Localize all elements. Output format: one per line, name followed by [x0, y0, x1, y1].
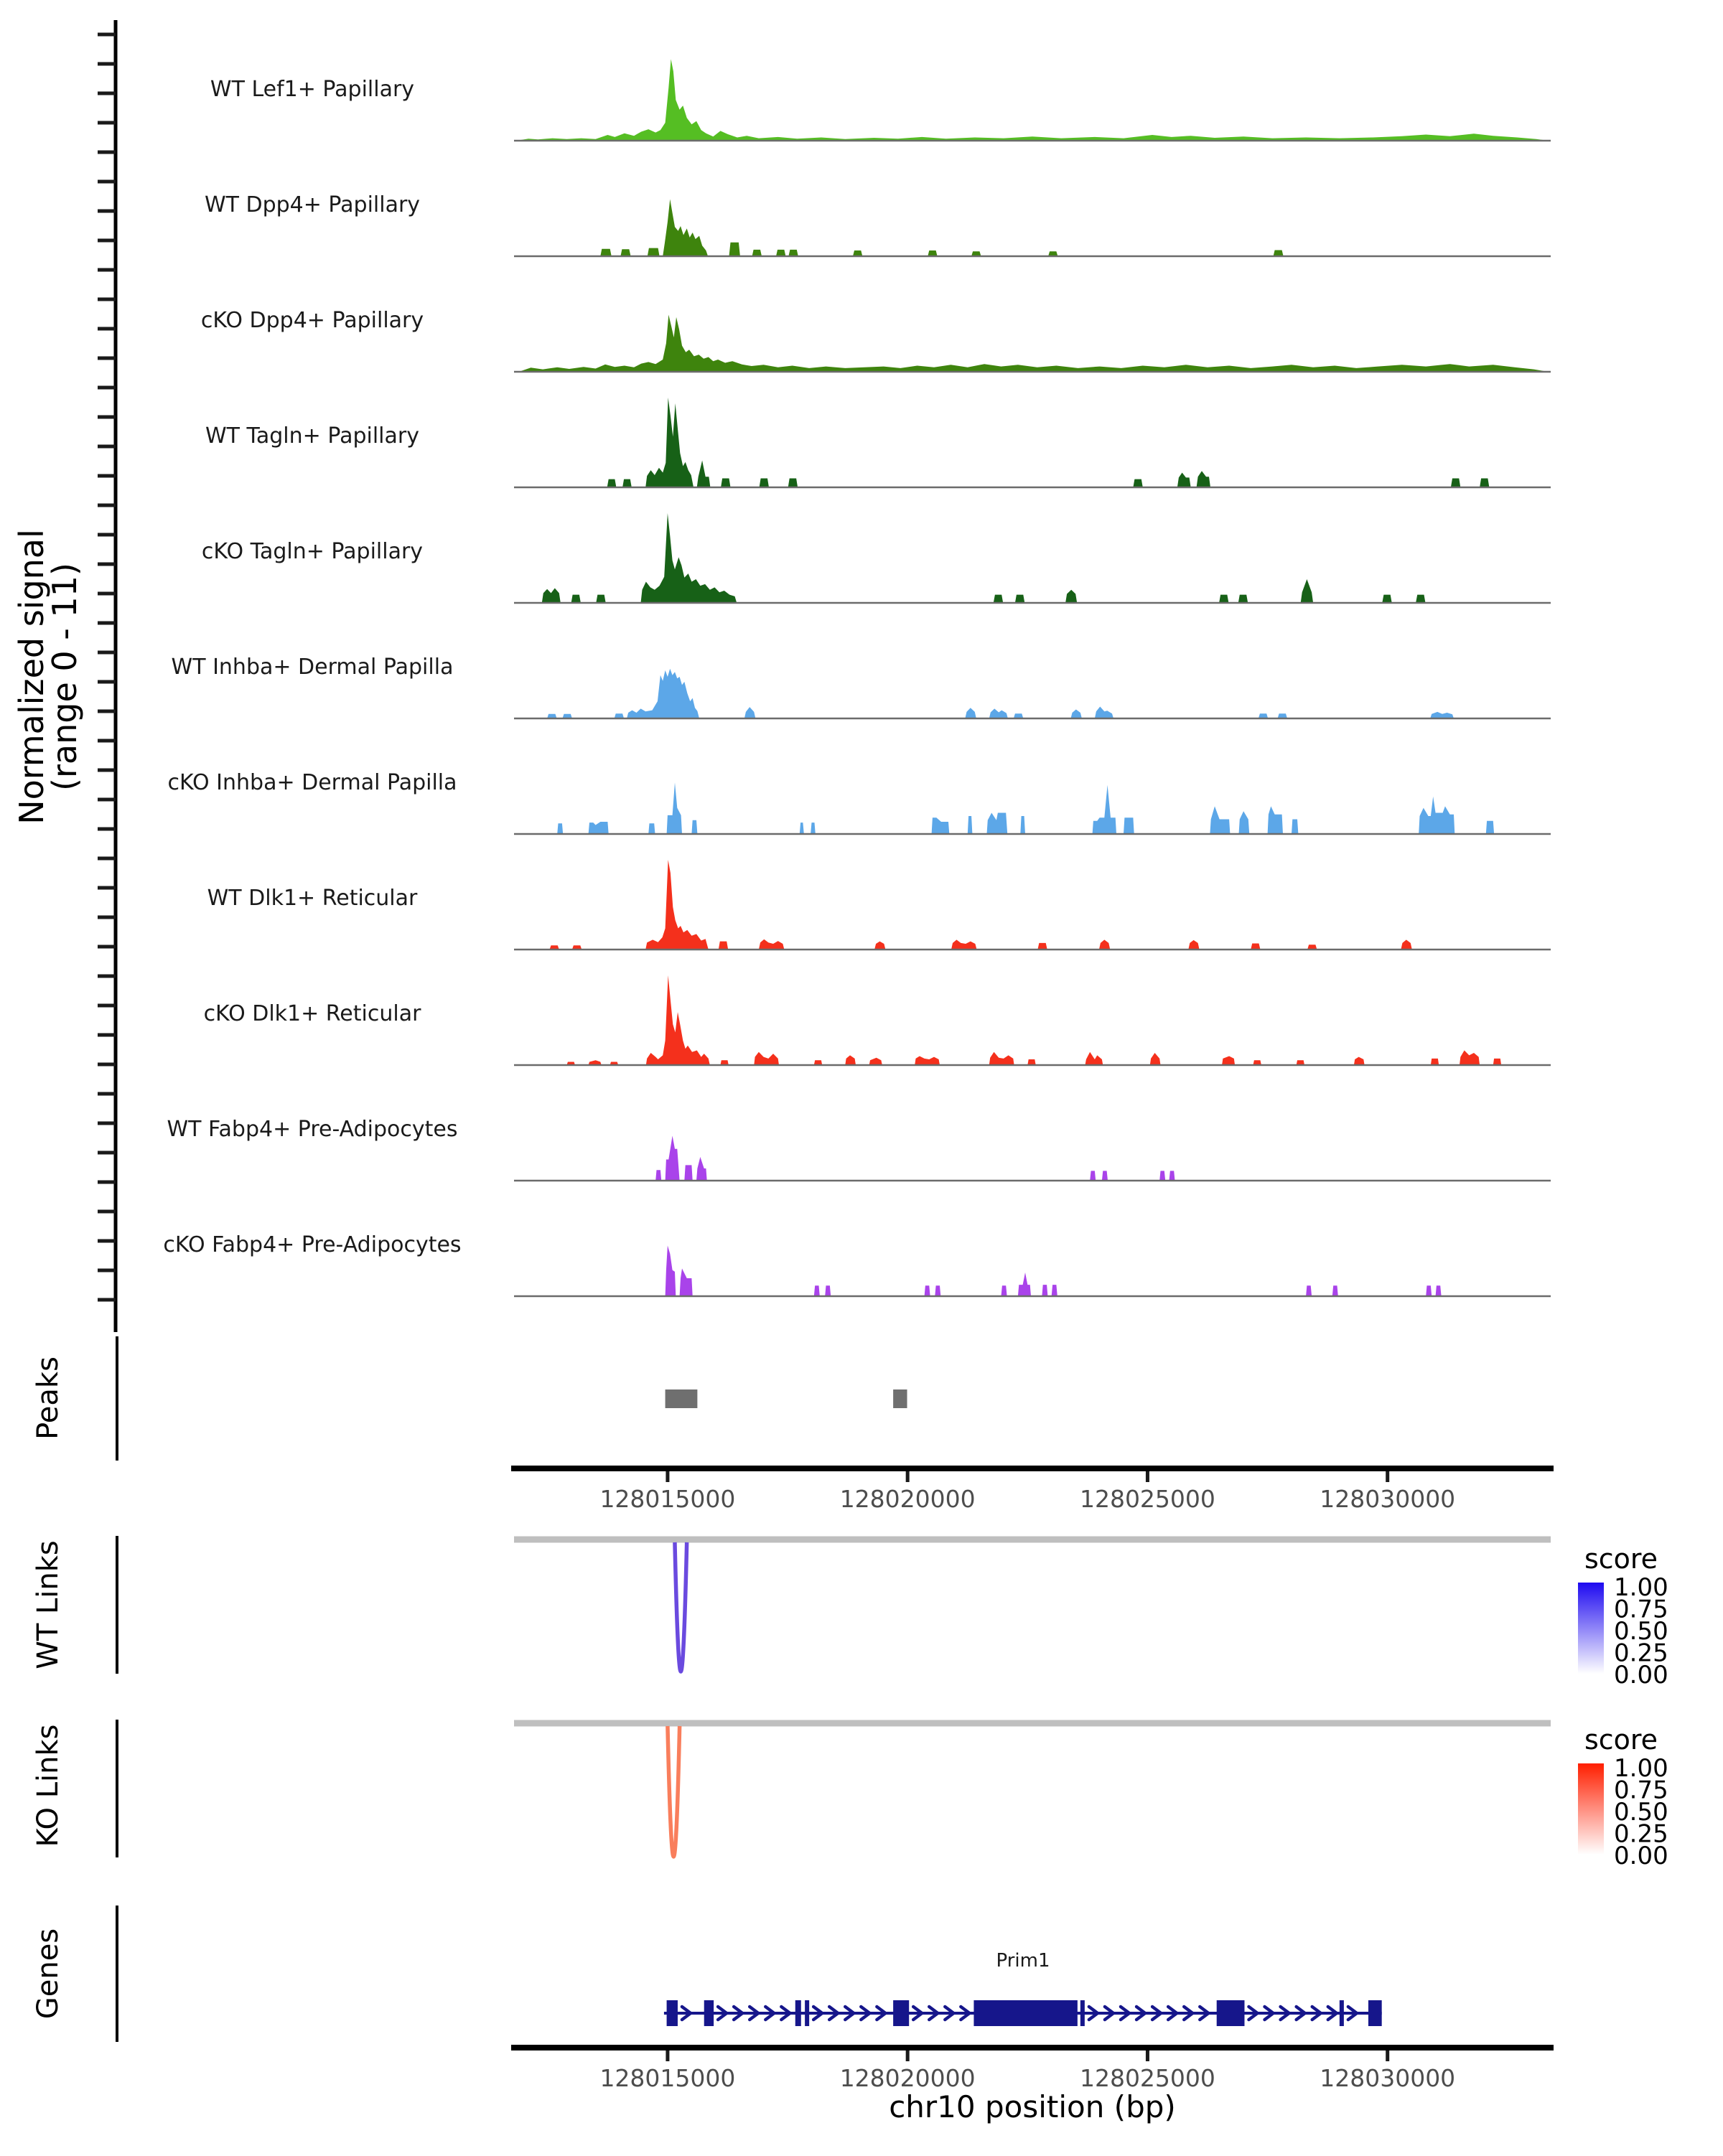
- x-axis-tick-label: 128025000: [1079, 2064, 1215, 2092]
- track-label: WT Inhba+ Dermal Papilla: [171, 655, 454, 680]
- x-axis-tick-label: 128015000: [599, 1485, 736, 1513]
- track-label: WT Lef1+ Papillary: [210, 77, 415, 102]
- x-axis-tick-label: 128030000: [1320, 1485, 1456, 1513]
- x-axis-tick: [1386, 1471, 1389, 1482]
- x-axis-line: [511, 1466, 1554, 1471]
- track-label: WT Dlk1+ Reticular: [207, 886, 418, 911]
- signal-area-track-1: [600, 200, 1283, 257]
- score-legend-tick-label: 0.00: [1614, 1661, 1668, 1689]
- track-label: WT Fabp4+ Pre-Adipocytes: [167, 1117, 458, 1142]
- signal-area-track-2: [519, 315, 1549, 372]
- track-label: cKO Dlk1+ Reticular: [203, 1001, 421, 1026]
- peak-interval-box: [893, 1389, 907, 1408]
- score-legend-tick-label: 0.50: [1614, 1798, 1668, 1827]
- x-axis-title: chr10 position (bp): [889, 2089, 1176, 2124]
- x-axis-tick: [1146, 2050, 1149, 2061]
- signal-area-track-7: [550, 860, 1412, 950]
- signal-area-track-4: [542, 513, 1426, 603]
- link-arc: [675, 1542, 687, 1672]
- x-axis-tick-label: 128025000: [1079, 1485, 1215, 1513]
- gene-name-label: Prim1: [996, 1950, 1050, 1972]
- ko-links-score-legend-title: score: [1584, 1724, 1658, 1756]
- gene-exon-box: [973, 2000, 1077, 2026]
- gene-exon-box: [795, 2000, 801, 2026]
- x-axis-tick: [1386, 2050, 1389, 2061]
- signal-area-track-9: [655, 1136, 1175, 1181]
- score-legend-tick-label: 0.50: [1614, 1617, 1668, 1646]
- x-axis-tick-label: 128030000: [1320, 2064, 1456, 2092]
- signal-area-track-5: [547, 669, 1454, 718]
- score-legend-tick-label: 1.00: [1614, 1573, 1668, 1602]
- gene-exon-box: [1217, 2000, 1245, 2026]
- score-legend-gradient-bar: [1578, 1763, 1604, 1855]
- ko-links-panel-label: KO Links: [32, 1724, 65, 1847]
- x-axis-tick-label: 128020000: [839, 1485, 976, 1513]
- genes-panel-label: Genes: [32, 1928, 65, 2020]
- score-legend-tick-label: 0.75: [1614, 1595, 1668, 1624]
- x-axis-tick-label: 128015000: [599, 2064, 736, 2092]
- track-label: cKO Tagln+ Papillary: [201, 539, 424, 564]
- gene-exon-box: [893, 2000, 909, 2026]
- link-arc: [668, 1726, 680, 1857]
- y-axis-label-line2: (range 0 - 11): [45, 563, 84, 791]
- x-axis-line: [511, 2045, 1554, 2050]
- score-legend-tick-label: 0.25: [1614, 1639, 1668, 1668]
- signal-area-track-10: [666, 1246, 1442, 1297]
- score-legend-tick-label: 0.00: [1614, 1842, 1668, 1870]
- plot-dynamic-layer: [98, 20, 1668, 2092]
- x-axis-tick: [666, 1471, 669, 1482]
- gene-exon-box: [805, 2000, 809, 2026]
- x-axis-tick: [906, 2050, 910, 2061]
- x-axis-tick: [666, 2050, 669, 2061]
- track-label: cKO Fabp4+ Pre-Adipocytes: [163, 1232, 462, 1257]
- signal-area-track-8: [567, 975, 1502, 1065]
- peaks-panel-label: Peaks: [32, 1356, 65, 1440]
- signal-area-track-0: [516, 59, 1548, 141]
- x-axis-tick-label: 128020000: [839, 2064, 976, 2092]
- gene-exon-box: [1080, 2000, 1085, 2026]
- score-legend-tick-label: 0.25: [1614, 1819, 1668, 1849]
- track-label: cKO Dpp4+ Papillary: [200, 308, 424, 333]
- signal-area-track-6: [557, 782, 1494, 834]
- gene-exon-box: [1340, 2000, 1344, 2026]
- gene-exon-box: [704, 2000, 714, 2026]
- peak-interval-box: [666, 1389, 698, 1408]
- score-legend-gradient-bar: [1578, 1583, 1604, 1674]
- wt-links-panel-label: WT Links: [32, 1540, 65, 1669]
- track-label: WT Tagln+ Papillary: [205, 423, 419, 449]
- signal-area-track-3: [607, 398, 1490, 487]
- track-label: cKO Inhba+ Dermal Papilla: [167, 770, 457, 795]
- gene-exon-box: [1368, 2000, 1382, 2026]
- y-axis-label-line1: Normalized signal: [12, 529, 51, 825]
- score-legend-tick-label: 1.00: [1614, 1754, 1668, 1783]
- wt-links-score-legend-title: score: [1584, 1543, 1658, 1575]
- x-axis-tick: [906, 1471, 910, 1482]
- track-label: WT Dpp4+ Papillary: [204, 192, 421, 217]
- x-axis-tick: [1146, 1471, 1149, 1482]
- gene-exon-box: [667, 2000, 678, 2026]
- score-legend-tick-label: 0.75: [1614, 1776, 1668, 1805]
